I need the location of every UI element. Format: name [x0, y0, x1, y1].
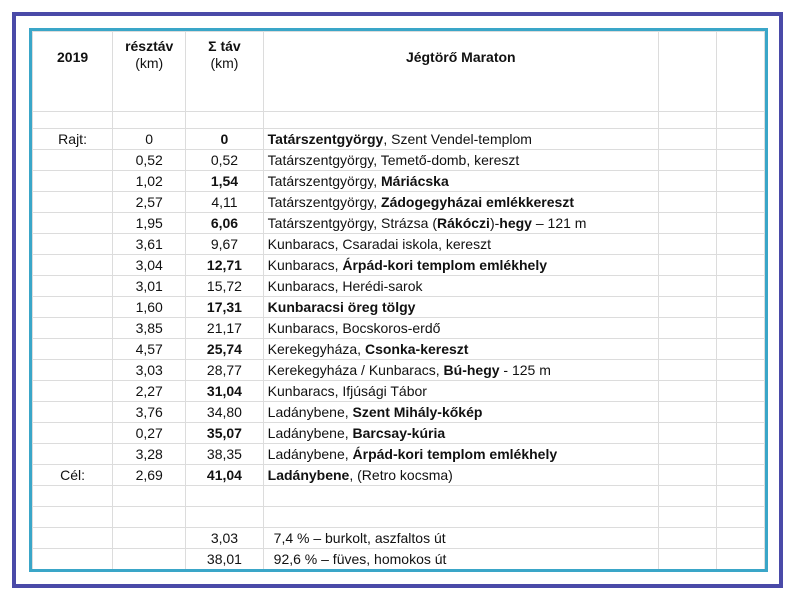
- summary-row: [33, 528, 765, 549]
- table-row: [33, 192, 765, 213]
- place-name: Tatárszentgyörgy, Szent Vendel-templom: [263, 129, 658, 150]
- empty-cell: [716, 528, 764, 549]
- leg-distance: 3,28: [113, 444, 186, 465]
- leg-distance: 4,57: [113, 339, 186, 360]
- station-label: [33, 402, 113, 423]
- total-distance: 21,17: [186, 318, 263, 339]
- summary-text: 92,6 % – füves, homokos út: [263, 549, 658, 570]
- leg-distance: 1,60: [113, 297, 186, 318]
- table-row: [33, 465, 765, 486]
- place-name: Ladánybene, Árpád-kori templom emlékhely: [263, 444, 658, 465]
- leg-distance: 3,04: [113, 255, 186, 276]
- place-name: Kunbaracs, Csaradai iskola, kereszt: [263, 234, 658, 255]
- table-row: [33, 171, 765, 192]
- empty-cell: [716, 213, 764, 234]
- empty-cell: [658, 276, 716, 297]
- place-name: Kunbaracs, Bocskoros-erdő: [263, 318, 658, 339]
- summary-value: 3,03: [186, 528, 263, 549]
- total-distance: 35,07: [186, 423, 263, 444]
- empty-cell: [658, 297, 716, 318]
- station-label: [33, 444, 113, 465]
- year-header: 2019: [33, 32, 113, 112]
- leg-distance: 2,27: [113, 381, 186, 402]
- table-row: [33, 339, 765, 360]
- station-label: [33, 276, 113, 297]
- leg-distance: 2,57: [113, 192, 186, 213]
- empty-cell: [716, 402, 764, 423]
- header-row: [33, 32, 765, 112]
- place-name: Kerekegyháza, Csonka-kereszt: [263, 339, 658, 360]
- table-row: [33, 297, 765, 318]
- empty-cell: [658, 444, 716, 465]
- empty-cell: [716, 129, 764, 150]
- empty-cell: [658, 213, 716, 234]
- leg-distance: 2,69: [113, 465, 186, 486]
- place-name: Kunbaracsi öreg tölgy: [263, 297, 658, 318]
- place-name: Kerekegyháza / Kunbaracs, Bú-hegy - 125 m: [263, 360, 658, 381]
- empty-cell: [716, 171, 764, 192]
- station-label: [33, 150, 113, 171]
- empty-cell: [716, 444, 764, 465]
- table-row: [33, 318, 765, 339]
- empty-cell: [113, 528, 186, 549]
- total-distance: 9,67: [186, 234, 263, 255]
- total-distance: 4,11: [186, 192, 263, 213]
- empty-cell: [658, 339, 716, 360]
- station-label: [33, 297, 113, 318]
- leg-distance: 3,01: [113, 276, 186, 297]
- spacer-row: [33, 112, 765, 129]
- empty-cell: [658, 255, 716, 276]
- total-distance: 41,04: [186, 465, 263, 486]
- empty-cell: [716, 423, 764, 444]
- station-label: Rajt:: [33, 129, 113, 150]
- empty-cell: [716, 297, 764, 318]
- place-name: Ladánybene, Szent Mihály-kőkép: [263, 402, 658, 423]
- empty-cell: [716, 192, 764, 213]
- empty-cell: [716, 360, 764, 381]
- empty-cell: [716, 381, 764, 402]
- total-distance: 38,35: [186, 444, 263, 465]
- summary-text: 7,4 % – burkolt, aszfaltos út: [263, 528, 658, 549]
- empty-cell: [658, 150, 716, 171]
- empty-cell: [658, 549, 716, 570]
- place-name: Tatárszentgyörgy, Máriácska: [263, 171, 658, 192]
- place-name: Kunbaracs, Ifjúsági Tábor: [263, 381, 658, 402]
- station-label: [33, 318, 113, 339]
- empty-cell: [658, 234, 716, 255]
- empty-cell: [716, 339, 764, 360]
- total-distance: 1,54: [186, 171, 263, 192]
- table-row: [33, 381, 765, 402]
- place-name: Kunbaracs, Herédi-sarok: [263, 276, 658, 297]
- spacer-row: [33, 570, 765, 573]
- total-distance: 12,71: [186, 255, 263, 276]
- empty-cell: [658, 465, 716, 486]
- station-label: [33, 360, 113, 381]
- inner-frame: [29, 28, 768, 572]
- place-name: Ladánybene, Barcsay-kúria: [263, 423, 658, 444]
- spacer-row: [33, 507, 765, 528]
- leg-distance: 0,27: [113, 423, 186, 444]
- leg-distance: 3,61: [113, 234, 186, 255]
- leg-header: résztáv (km): [113, 32, 186, 112]
- table-row: [33, 150, 765, 171]
- empty-cell: [113, 549, 186, 570]
- leg-distance: 0: [113, 129, 186, 150]
- table-row: [33, 213, 765, 234]
- empty-cell: [658, 360, 716, 381]
- place-name: Kunbaracs, Árpád-kori templom emlékhely: [263, 255, 658, 276]
- leg-distance: 1,95: [113, 213, 186, 234]
- leg-distance: 1,02: [113, 171, 186, 192]
- empty-cell: [658, 192, 716, 213]
- total-distance: 31,04: [186, 381, 263, 402]
- summary-row: [33, 549, 765, 570]
- empty-cell: [716, 549, 764, 570]
- station-label: Cél:: [33, 465, 113, 486]
- total-distance: 0: [186, 129, 263, 150]
- total-distance: 28,77: [186, 360, 263, 381]
- station-label: [33, 381, 113, 402]
- station-label: [33, 192, 113, 213]
- empty-cell: [658, 528, 716, 549]
- empty-cell: [716, 150, 764, 171]
- station-label: [33, 423, 113, 444]
- empty-cell: [658, 381, 716, 402]
- place-name: Tatárszentgyörgy, Temető-domb, kereszt: [263, 150, 658, 171]
- empty-cell: [658, 171, 716, 192]
- summary-value: 38,01: [186, 549, 263, 570]
- place-name: Tatárszentgyörgy, Strázsa (Rákóczi)-hegy – 121 m: [263, 213, 658, 234]
- empty-cell: [716, 276, 764, 297]
- station-label: [33, 339, 113, 360]
- route-table: [32, 31, 765, 572]
- total-distance: 25,74: [186, 339, 263, 360]
- place-name: Ladánybene, (Retro kocsma): [263, 465, 658, 486]
- total-distance: 15,72: [186, 276, 263, 297]
- spacer-row: [33, 486, 765, 507]
- table-row: [33, 423, 765, 444]
- empty-cell: [716, 234, 764, 255]
- empty-cell: [716, 255, 764, 276]
- leg-distance: 0,52: [113, 150, 186, 171]
- leg-distance: 3,76: [113, 402, 186, 423]
- leg-distance: 3,85: [113, 318, 186, 339]
- table-row: [33, 276, 765, 297]
- leg-distance: 3,03: [113, 360, 186, 381]
- total-distance: 17,31: [186, 297, 263, 318]
- total-distance: 0,52: [186, 150, 263, 171]
- table-row: [33, 255, 765, 276]
- table-row: [33, 234, 765, 255]
- empty-cell: [716, 318, 764, 339]
- station-label: [33, 171, 113, 192]
- total-distance: 34,80: [186, 402, 263, 423]
- empty-cell: [658, 423, 716, 444]
- page-title: Jégtörő Maraton: [263, 32, 658, 112]
- table-row: [33, 360, 765, 381]
- total-header: Σ táv (km): [186, 32, 263, 112]
- total-distance: 6,06: [186, 213, 263, 234]
- table-row: [33, 402, 765, 423]
- empty-cell: [33, 528, 113, 549]
- empty-cell: [658, 402, 716, 423]
- place-name: Tatárszentgyörgy, Zádogegyházai emlékkereszt: [263, 192, 658, 213]
- station-label: [33, 234, 113, 255]
- empty-cell: [658, 129, 716, 150]
- empty-cell: [716, 465, 764, 486]
- table-row: [33, 444, 765, 465]
- empty-cell: [33, 549, 113, 570]
- empty-cell: [658, 318, 716, 339]
- station-label: [33, 255, 113, 276]
- station-label: [33, 213, 113, 234]
- table-row: [33, 129, 765, 150]
